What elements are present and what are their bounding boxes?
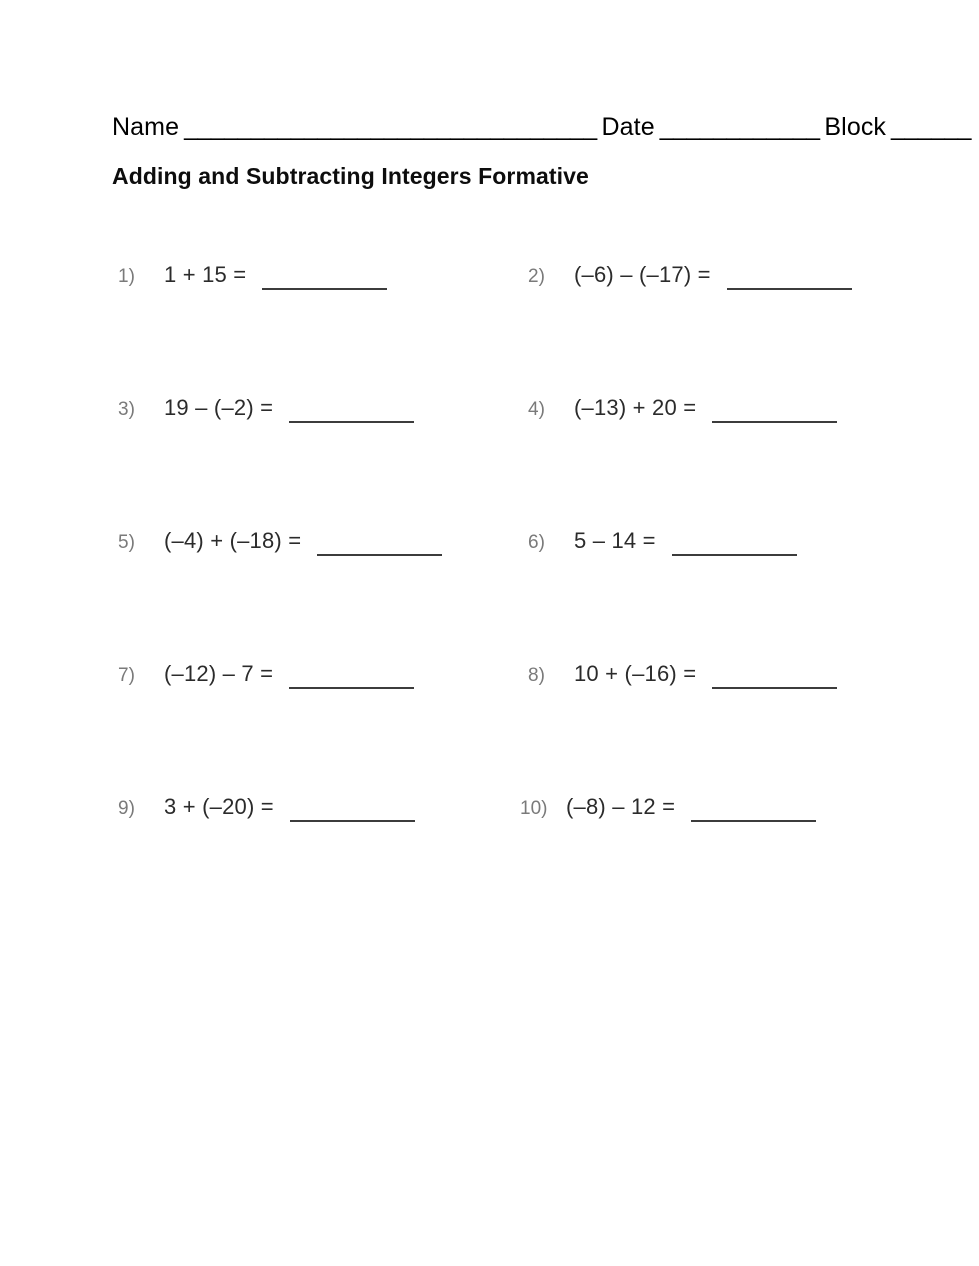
problem-item-10 <box>520 794 816 820</box>
problem-number: 9) <box>118 798 135 819</box>
answer-blank[interactable] <box>712 421 837 423</box>
problem-number: 5) <box>118 532 135 553</box>
problem-expression: 5 – 14 = <box>574 528 656 553</box>
problem-expression: (–6) – (–17) = <box>574 262 711 287</box>
name-blank-line[interactable]: _______________________________ <box>184 113 597 141</box>
answer-blank[interactable] <box>262 288 387 290</box>
problem-number: 4) <box>528 399 545 420</box>
problem-item-1 <box>118 262 387 288</box>
problem-item-7 <box>118 661 414 687</box>
problem-number: 8) <box>528 665 545 686</box>
problem-number: 10) <box>520 798 548 819</box>
problem-expression: (–13) + 20 = <box>574 395 697 420</box>
problem-row <box>0 262 979 395</box>
problem-expression: 3 + (–20) = <box>164 794 274 819</box>
block-blank-line[interactable]: ______ <box>891 113 971 141</box>
answer-blank[interactable] <box>672 554 797 556</box>
problem-number: 6) <box>528 532 545 553</box>
problem-row <box>0 794 979 927</box>
problem-row <box>0 528 979 661</box>
answer-blank[interactable] <box>289 687 414 689</box>
problem-item-9 <box>118 794 415 820</box>
problem-row <box>0 661 979 794</box>
problem-item-4 <box>528 395 837 421</box>
student-info-header <box>112 113 971 142</box>
answer-blank[interactable] <box>691 820 816 822</box>
answer-blank[interactable] <box>289 421 414 423</box>
problem-item-5 <box>118 528 442 554</box>
problem-item-3 <box>118 395 414 421</box>
problem-expression: (–4) + (–18) = <box>164 528 302 553</box>
answer-blank[interactable] <box>727 288 852 290</box>
problem-expression: 1 + 15 = <box>164 262 247 287</box>
page-title: Adding and Subtracting Integers Formative <box>112 163 589 189</box>
answer-blank[interactable] <box>317 554 442 556</box>
date-blank-line[interactable]: ____________ <box>659 113 820 141</box>
problem-number: 7) <box>118 665 135 686</box>
problem-expression: 19 – (–2) = <box>164 395 274 420</box>
answer-blank[interactable] <box>290 820 415 822</box>
problem-number: 2) <box>528 266 545 287</box>
problem-row <box>0 395 979 528</box>
problem-expression: 10 + (–16) = <box>574 661 697 686</box>
problem-expression: (–8) – 12 = <box>566 794 676 819</box>
block-label: Block <box>824 113 887 141</box>
problem-expression: (–12) – 7 = <box>164 661 274 686</box>
answer-blank[interactable] <box>712 687 837 689</box>
problem-list <box>0 262 979 927</box>
problem-item-2 <box>528 262 852 288</box>
problem-number: 1) <box>118 266 135 287</box>
date-label: Date <box>601 113 655 141</box>
name-label: Name <box>112 113 180 141</box>
problem-item-6 <box>528 528 797 554</box>
problem-item-8 <box>528 661 837 687</box>
problem-number: 3) <box>118 399 135 420</box>
